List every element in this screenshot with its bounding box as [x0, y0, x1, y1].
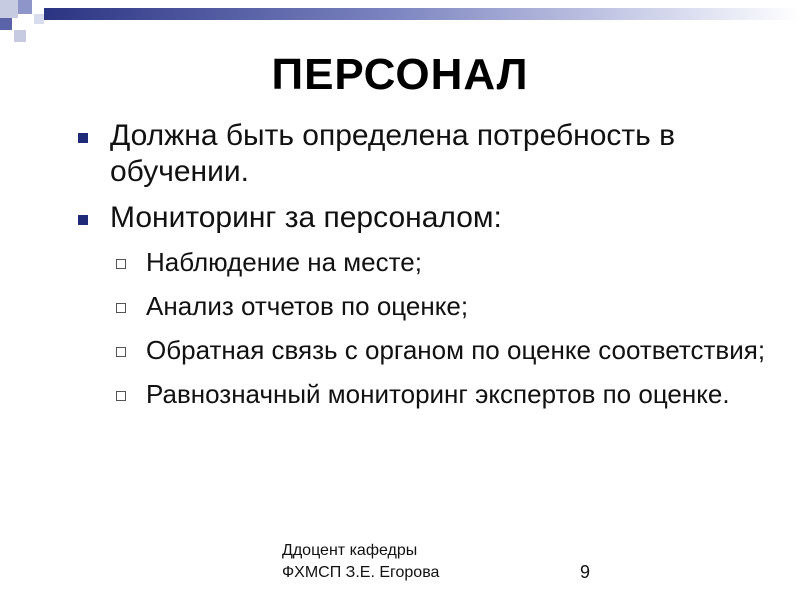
slide-title: ПЕРСОНАЛ — [271, 50, 529, 99]
bullet-list — [78, 118, 778, 422]
square-bullet-icon — [78, 133, 88, 143]
decor-square — [14, 30, 26, 42]
bullet-text: Мониторинг за персоналом: — [110, 201, 502, 234]
header-gradient-bar — [44, 8, 800, 20]
sub-bullet-item — [116, 290, 778, 322]
hollow-square-bullet-icon — [116, 347, 126, 357]
sub-bullet-item — [116, 246, 778, 278]
bullet-item — [78, 200, 778, 236]
sub-bullet-text: Анализ отчетов по оценке; — [146, 291, 469, 321]
bullet-text: Должна быть определена потребность в обучении. — [110, 119, 676, 188]
sub-bullet-item — [116, 334, 778, 366]
page-number: 9 — [580, 562, 591, 582]
footer-line: ФХМСП З.Е. Егорова — [282, 564, 440, 581]
decor-square — [0, 18, 12, 30]
decor-square — [18, 0, 32, 14]
hollow-square-bullet-icon — [116, 391, 126, 401]
sub-bullet-text: Равнозначный мониторинг экспертов по оценке. — [146, 379, 730, 409]
hollow-square-bullet-icon — [116, 259, 126, 269]
hollow-square-bullet-icon — [116, 303, 126, 313]
sub-bullet-item — [116, 378, 778, 410]
sub-bullet-text: Наблюдение на месте; — [146, 247, 422, 277]
bullet-item — [78, 118, 778, 190]
footer-line: Ддоцент кафедры — [282, 542, 418, 559]
square-bullet-icon — [78, 215, 88, 225]
decor-square — [34, 14, 44, 24]
sub-bullet-text: Обратная связь с органом по оценке соответствия; — [146, 335, 766, 365]
decor-square — [0, 0, 18, 18]
footer-author — [282, 540, 439, 584]
